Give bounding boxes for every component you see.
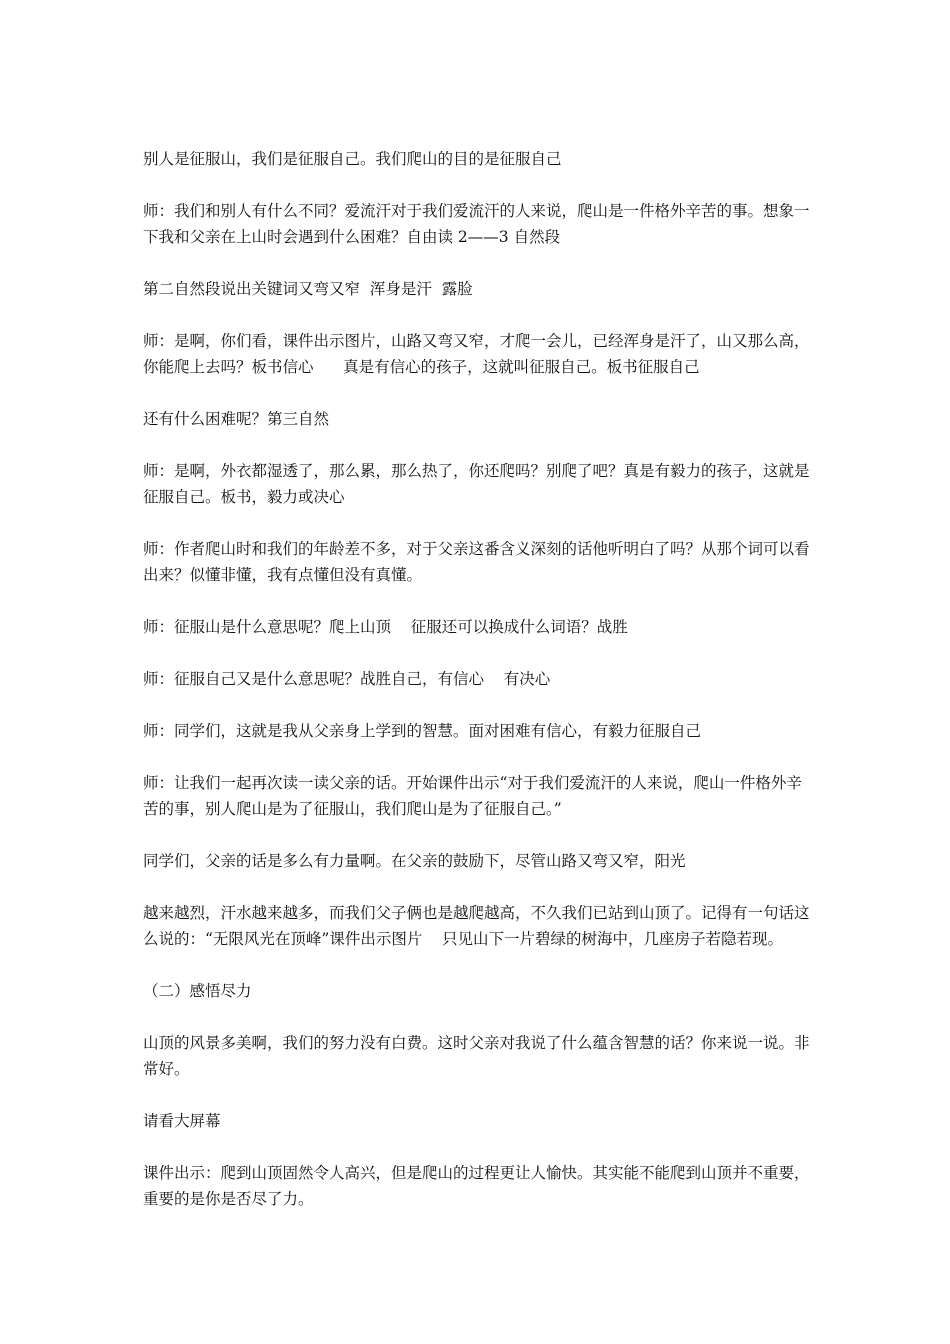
paragraph-15: 山顶的风景多美啊，我们的努力没有白费。这时父亲对我说了什么蕴含智慧的话？你来说一说。非常好。 bbox=[143, 1034, 810, 1078]
paragraph-8: 师：征服山是什么意思呢？爬上山顶 征服还可以换成什么词语？战胜 bbox=[143, 618, 628, 636]
document-body bbox=[143, 146, 813, 1238]
paragraph-12: 同学们，父亲的话是多么有力量啊。在父亲的鼓励下，尽管山路又弯又窄，阳光 bbox=[143, 852, 686, 870]
paragraph-9: 师：征服自己又是什么意思呢？战胜自己，有信心 有决心 bbox=[143, 670, 551, 688]
paragraph-7: 师：作者爬山时和我们的年龄差不多，对于父亲这番含义深刻的话他听明白了吗？从那个词可以看出来？似懂非懂，我有点懂但没有真懂。 bbox=[143, 540, 810, 584]
paragraph-10: 师：同学们，这就是我从父亲身上学到的智慧。面对困难有信心，有毅力征服自己 bbox=[143, 722, 702, 740]
paragraph-13: 越来越烈，汗水越来越多，而我们父子俩也是越爬越高，不久我们已站到山顶了。记得有一句话这么说的：“无限风光在顶峰”课件出示图片 只见山下一片碧绿的树海中，几座房子若隐若现。 bbox=[143, 904, 810, 948]
section-heading: （二）感悟尽力 bbox=[143, 982, 252, 1000]
paragraph-4: 师：是啊，你们看，课件出示图片，山路又弯又窄，才爬一会儿，已经浑身是汗了，山又那么高，你能爬上去吗？板书信心 真是有信心的孩子，这就叫征服自己。板书征服自己 bbox=[143, 332, 810, 376]
paragraph-11: 师：让我们一起再次读一读父亲的话。开始课件出示“对于我们爱流汗的人来说，爬山一件格外辛苦的事，别人爬山是为了征服山，我们爬山是为了征服自己。” bbox=[143, 774, 802, 818]
paragraph-3: 第二自然段说出关键词又弯又窄 浑身是汗 露脸 bbox=[143, 280, 473, 298]
paragraph-2: 师：我们和别人有什么不同？爱流汗对于我们爱流汗的人来说，爬山是一件格外辛苦的事。想象一下我和父亲在上山时会遇到什么困难？自由读 2——3 自然段 bbox=[143, 202, 810, 246]
paragraph-17: 课件出示：爬到山顶固然令人高兴，但是爬山的过程更让人愉快。其实能不能爬到山顶并不重要，重要的是你是否尽了力。 bbox=[143, 1164, 810, 1208]
paragraph-1: 别人是征服山，我们是征服自己。我们爬山的目的是征服自己 bbox=[143, 150, 562, 168]
paragraph-5: 还有什么困难呢？第三自然 bbox=[143, 410, 330, 428]
paragraph-6: 师：是啊，外衣都湿透了，那么累，那么热了，你还爬吗？别爬了吧？真是有毅力的孩子，这就是征服自己。板书，毅力或决心 bbox=[143, 462, 810, 506]
paragraph-16: 请看大屏幕 bbox=[143, 1112, 221, 1130]
